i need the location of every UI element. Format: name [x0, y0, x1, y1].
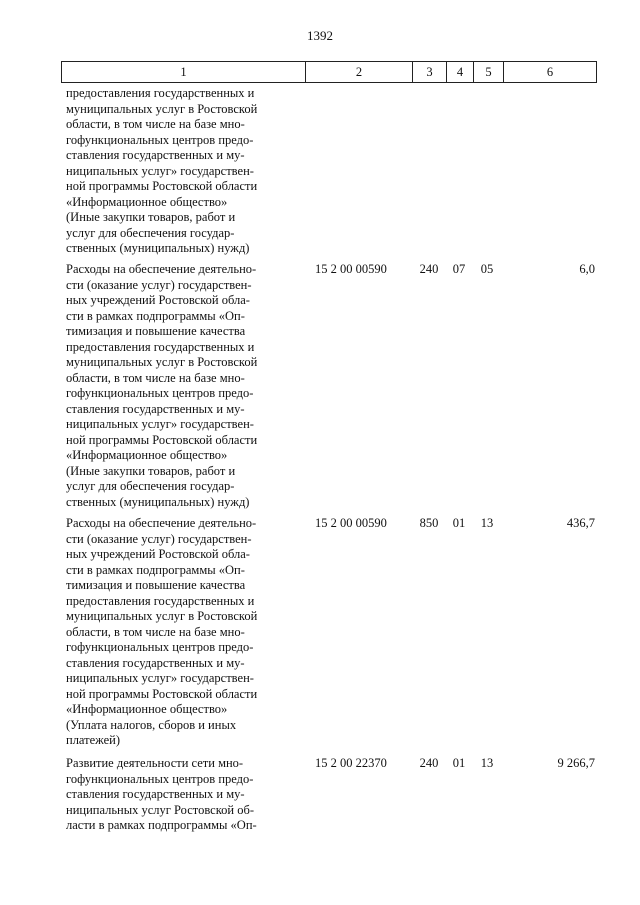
row-code: 15 2 00 00590 [315, 516, 387, 530]
row-pr: 13 [480, 756, 494, 770]
row-description: предоставления государственных и муниципальных услуг в Ростовской области, в том числе на базе мно- гофункциональных центров предо- ставления государственных и му- ниципальных услуг» государствен- ной программы Ростовской области «Информационное общество» (Иные закупки товаров, работ и услуг для обеспечения государ- ственных (муниципальных) нужд) [66, 86, 258, 255]
row-pr: 05 [480, 262, 494, 276]
row-description: Расходы на обеспечение деятельно- сти (оказание услуг) государствен- ных учреждений Ростовской обла- сти в рамках подпрограммы «Оп- тимизация и повышение качества предоставления государственных и муниципальных услуг в Ростовской области, в том числе на базе мно- гофункциональных центров предо- ставления государственных и му- ниципальных услуг» государствен- ной программы Ростовской области «Информационное общество» (Иные закупки товаров, работ и услуг для обеспечения государ- ственных (муниципальных) нужд) [66, 262, 258, 509]
header-col-1: 1 [180, 65, 187, 79]
row-vr: 240 [419, 756, 439, 770]
header-col-2: 2 [305, 62, 412, 82]
row-amount: 9 266,7 [557, 756, 595, 770]
row-pr: 13 [480, 516, 494, 530]
row-code: 15 2 00 00590 [315, 262, 387, 276]
row-rz: 01 [452, 756, 466, 770]
row-amount: 436,7 [566, 516, 595, 530]
row-code: 15 2 00 22370 [315, 756, 387, 770]
row-vr: 850 [419, 516, 439, 530]
header-col-5: 5 [473, 62, 503, 82]
row-rz: 01 [452, 516, 466, 530]
page-number: 1392 [307, 28, 333, 43]
row-rz: 07 [452, 262, 466, 276]
row-description: Развитие деятельности сети мно- гофункциональных центров предо- ставления государственных и му- ниципальных услуг Ростовской об- ласти в рамках подпрограммы «Оп- [66, 756, 257, 832]
row-vr: 240 [419, 262, 439, 276]
header-col-4: 4 [446, 62, 473, 82]
row-amount: 6,0 [579, 262, 595, 276]
row-description: Расходы на обеспечение деятельно- сти (оказание услуг) государствен- ных учреждений Ростовской обла- сти в рамках подпрограммы «Оп- тимизация и повышение качества предоставления государственных и муниципальных услуг в Ростовской области, в том числе на базе мно- гофункциональных центров предо- ставления государственных и му- ниципальных услуг» государствен- ной программы Ростовской области «Информационное общество» (Уплата налогов, сборов и иных платежей) [66, 516, 258, 747]
header-col-3: 3 [412, 62, 446, 82]
header-col-6: 6 [503, 62, 596, 82]
table-header [61, 61, 597, 83]
